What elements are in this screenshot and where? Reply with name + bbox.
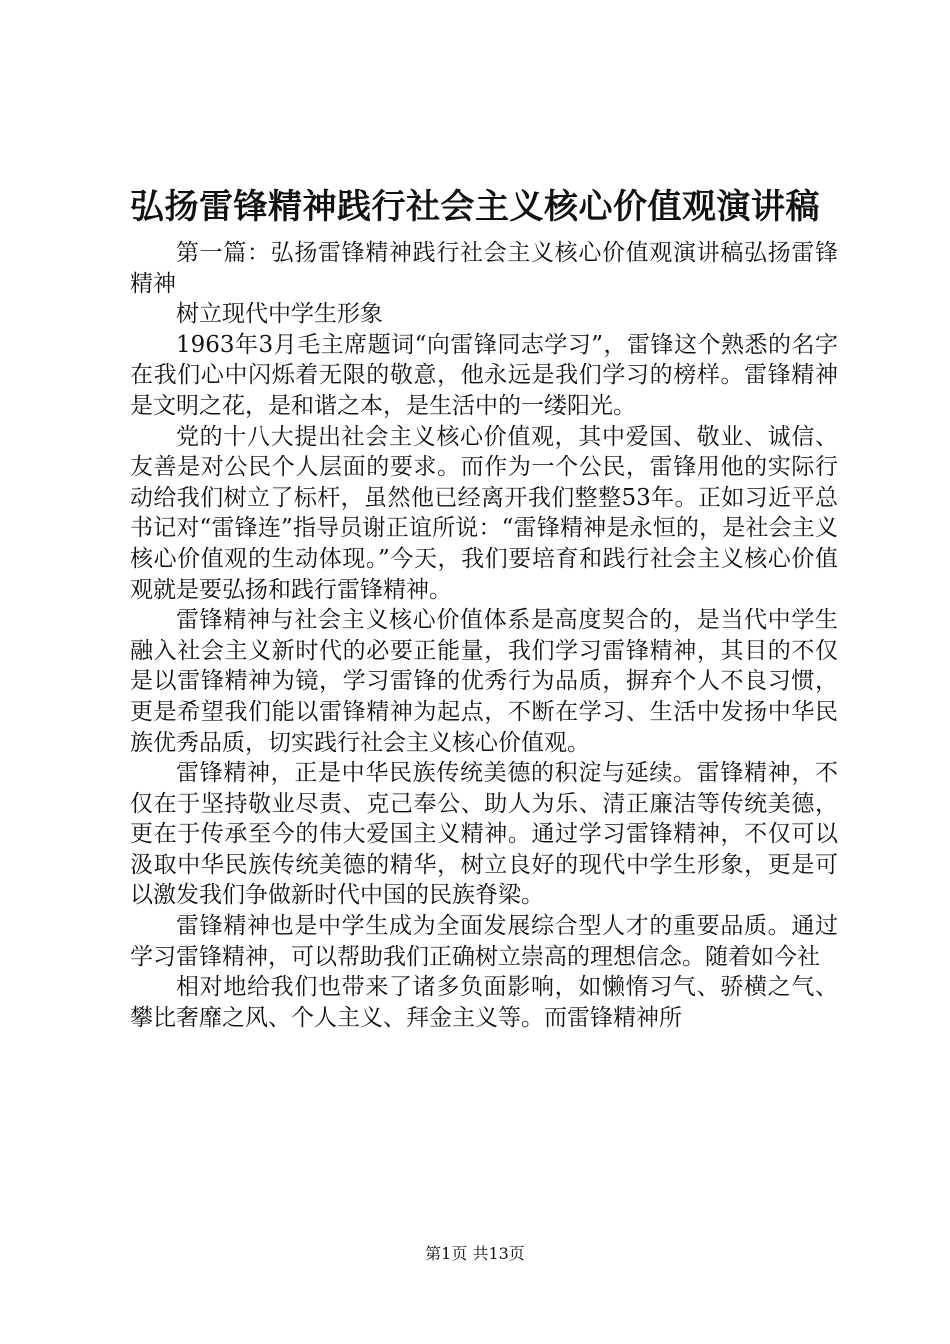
document-body <box>130 238 838 1033</box>
page-number-footer: 第1页 共13页 <box>425 1244 525 1263</box>
paragraph: 相对地给我们也带来了诸多负面影响，如懒惰习气、骄横之气、攀比奢靡之风、个人主义、拜金主义等。而雷锋精神所 <box>130 974 838 1031</box>
paragraph: 雷锋精神与社会主义核心价值体系是高度契合的，是当代中学生融入社会主义新时代的必要正能量，我们学习雷锋精神，其目的不仅是以雷锋精神为镜，学习雷锋的优秀行为品质，摒弃个人不良习惯，更是希望我们能以雷锋精神为起点，不断在学习、生活中发扬中华民族优秀品质，切实践行社会主义核心价值观。 <box>130 607 838 756</box>
paragraph: 1963年3月毛主席题词“向雷锋同志学习”，雷锋这个熟悉的名字在我们心中闪烁着无限的敬意，他永远是我们学习的榜样。雷锋精神是文明之花，是和谐之本，是生活中的一缕阳光。 <box>130 331 838 419</box>
paragraph: 雷锋精神，正是中华民族传统美德的积淀与延续。雷锋精神，不仅在于坚持敬业尽责、克己奉公、助人为乐、清正廉洁等传统美德，更在于传承至今的伟大爱国主义精神。通过学习雷锋精神，不仅可以汲取中华民族传统美德的精华，树立良好的现代中学生形象，更是可以激发我们争做新时代中国的民族脊梁。 <box>130 760 838 909</box>
paragraph: 第一篇：弘扬雷锋精神践行社会主义核心价值观演讲稿弘扬雷锋精神 <box>130 240 838 297</box>
paragraph: 党的十八大提出社会主义核心价值观，其中爱国、敬业、诚信、友善是对公民个人层面的要求。而作为一个公民，雷锋用他的实际行动给我们树立了标杆，虽然他已经离开我们整整53年。正如习近平总书记对“雷锋连”指导员谢正谊所说：“雷锋精神是永恒的，是社会主义核心价值观的生动体现。”今天，我们要培育和践行社会主义核心价值观就是要弘扬和践行雷锋精神。 <box>130 423 838 603</box>
paragraph: 雷锋精神也是中学生成为全面发展综合型人才的重要品质。通过学习雷锋精神，可以帮助我们正确树立崇高的理想信念。随着如今社 <box>130 913 838 970</box>
paragraph: 树立现代中学生形象 <box>176 301 383 328</box>
document-title: 弘扬雷锋精神践行社会主义核心价值观演讲稿 <box>130 187 820 227</box>
